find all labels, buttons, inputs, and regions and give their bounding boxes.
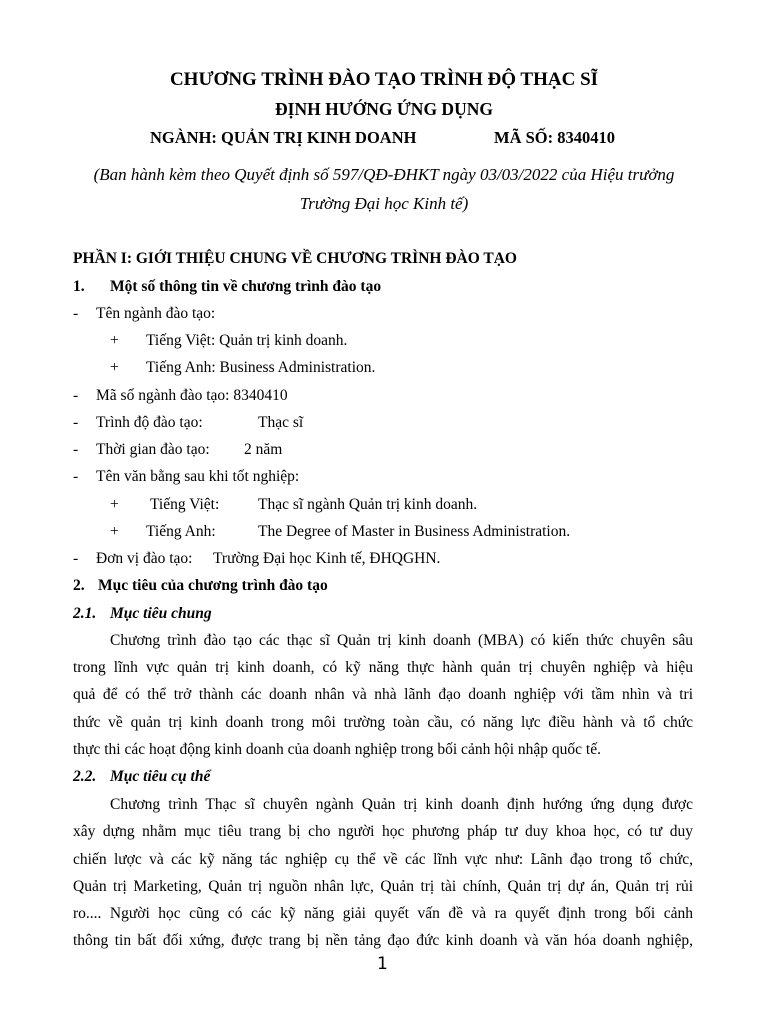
- level-value: Thạc sĩ: [258, 414, 304, 431]
- decree-line-1: (Ban hành kèm theo Quyết định số 597/QĐ-ĐHKT ngày 03/03/2022 của Hiệu trưởng: [93, 165, 675, 184]
- paragraph-line: xây dựng nhằm mục tiêu trang bị cho người học phương pháp tư duy khoa học, có tư duy: [73, 823, 693, 840]
- bullet-plus: +: [110, 496, 119, 513]
- section22-title: Mục tiêu cụ thể: [110, 768, 211, 785]
- degree-vi-label: Tiếng Việt:: [150, 496, 220, 513]
- bullet-dash: -: [73, 468, 79, 485]
- paragraph-line: quả để có thể trở thành các doanh nhân và nhà lãnh đạo doanh nghiệp với tầm nhìn và tri: [73, 686, 693, 703]
- bullet-plus: +: [110, 332, 119, 349]
- unit-value: Trường Đại học Kinh tế, ĐHQGHN.: [213, 550, 441, 567]
- paragraph-line: Quản trị Marketing, Quản trị nguồn nhân lực, Quản trị tài chính, Quản trị dự án, Quản trị rủi: [73, 878, 693, 895]
- duration-value: 2 năm: [244, 441, 283, 458]
- bullet-dash: -: [73, 414, 79, 431]
- paragraph-line: Chương trình Thạc sĩ chuyên ngành Quản trị kinh doanh định hướng ứng dụng được: [110, 796, 693, 813]
- bullet-dash: -: [73, 387, 79, 404]
- section22-number: 2.2.: [73, 768, 97, 785]
- doc-subtitle: ĐỊNH HƯỚNG ỨNG DỤNG: [275, 99, 493, 119]
- paragraph-line: thực thi các hoạt động kinh doanh của doanh nghiệp trong bối cảnh hội nhập quốc tế.: [73, 741, 601, 758]
- program-name-vi: Tiếng Việt: Quản trị kinh doanh.: [146, 332, 348, 349]
- degree-en-value: The Degree of Master in Business Administration.: [258, 523, 571, 540]
- program-name-label: Tên ngành đào tạo:: [96, 305, 216, 322]
- paragraph-line: thông tin bất đối xứng, được trang bị nền tảng đạo đức kinh doanh và văn hóa doanh nghiệp,: [73, 932, 693, 949]
- program-name-en: Tiếng Anh: Business Administration.: [146, 359, 376, 376]
- section21-number: 2.1.: [73, 605, 97, 622]
- level-label: Trình độ đào tạo:: [96, 414, 203, 431]
- degree-en-label: Tiếng Anh:: [146, 523, 216, 540]
- doc-title: CHƯƠNG TRÌNH ĐÀO TẠO TRÌNH ĐỘ THẠC SĨ: [169, 69, 599, 90]
- part1-heading: PHẦN I: GIỚI THIỆU CHUNG VỀ CHƯƠNG TRÌNH ĐÀO TẠO: [73, 250, 517, 267]
- paragraph-line: thức về quản trị kinh doanh trong môi trường toàn cầu, có năng lực điều hành và tổ chức: [73, 714, 693, 731]
- section1-title: Một số thông tin về chương trình đào tạo: [110, 278, 382, 295]
- duration-label: Thời gian đào tạo:: [96, 441, 210, 458]
- paragraph-line: ro.... Người học cũng có các kỹ năng giải quyết vấn đề và ra quyết định trong bối cảnh: [73, 905, 693, 922]
- program-code-line: Mã số ngành đào tạo: 8340410: [96, 387, 288, 404]
- major-label: NGÀNH: QUẢN TRỊ KINH DOANH: [150, 128, 417, 147]
- paragraph-line: Chương trình đào tạo các thạc sĩ Quản trị kinh doanh (MBA) có kiến thức chuyên sâu: [110, 632, 693, 649]
- bullet-dash: -: [73, 305, 79, 322]
- bullet-dash: -: [73, 550, 79, 567]
- unit-label: Đơn vị đào tạo:: [96, 550, 193, 567]
- page-number: 1: [377, 954, 388, 974]
- bullet-plus: +: [110, 359, 119, 376]
- section1-number: 1.: [73, 278, 85, 295]
- section2-number: 2.: [73, 577, 85, 594]
- paragraph-line: trong lĩnh vực quản trị kinh doanh, có kỹ năng thực hành quản trị chuyên nghiệp và hiệu: [73, 659, 693, 676]
- bullet-plus: +: [110, 523, 119, 540]
- decree-line-2: Trường Đại học Kinh tế): [299, 194, 469, 213]
- paragraph-line: chiến lược và các kỹ năng tác nghiệp cụ thể về các lĩnh vực như: Lãnh đạo trong tổ chức,: [73, 851, 693, 868]
- degree-vi-value: Thạc sĩ ngành Quản trị kinh doanh.: [258, 496, 478, 513]
- section2-title: Mục tiêu của chương trình đào tạo: [98, 577, 328, 594]
- bullet-dash: -: [73, 441, 79, 458]
- section21-title: Mục tiêu chung: [110, 605, 212, 622]
- code-label: MÃ SỐ: 8340410: [494, 128, 615, 147]
- degree-label: Tên văn bằng sau khi tốt nghiệp:: [96, 468, 300, 485]
